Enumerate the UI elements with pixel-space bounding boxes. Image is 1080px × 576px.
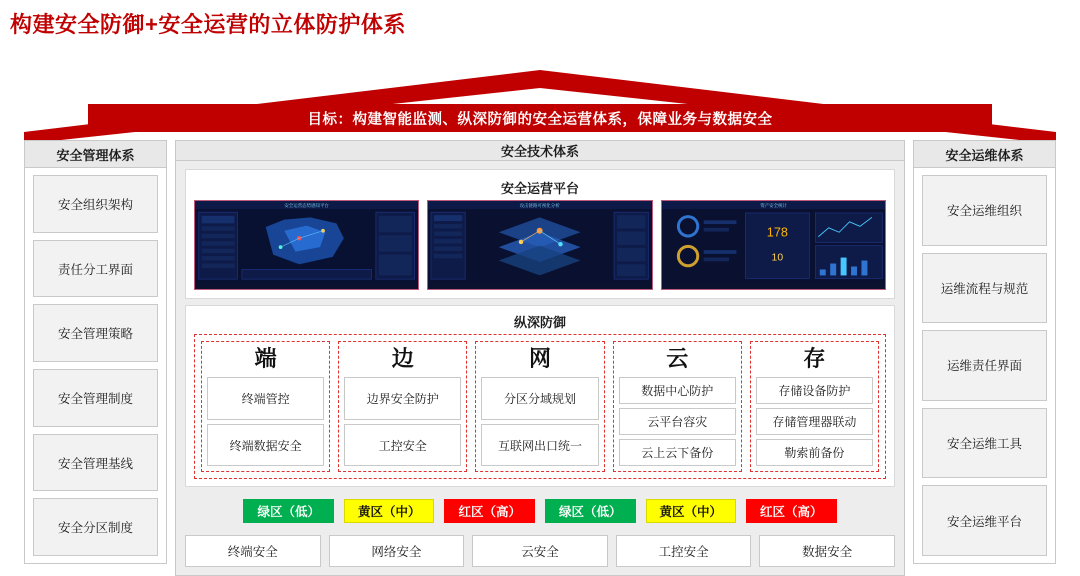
platform-label: 安全运营平台 — [500, 181, 579, 196]
svg-text:攻击链路可视化分析: 攻击链路可视化分析 — [519, 202, 561, 208]
sidebar-item-org[interactable]: 安全组织架构 — [33, 175, 158, 233]
dashboard-screenshot-attack-chain[interactable] — [427, 200, 652, 290]
operations-system-column — [913, 140, 1056, 564]
pillar-endpoint-item-1[interactable]: 终端管控 — [207, 377, 324, 420]
zone-badge-green-1: 绿区（低） — [243, 499, 334, 523]
pillar-storage — [750, 341, 879, 472]
pillar-edge-title: 边 — [391, 346, 414, 371]
zone-badge-red-2: 红区（高） — [746, 499, 837, 523]
pillar-endpoint-title: 端 — [254, 346, 277, 371]
ops-item-platform[interactable]: 安全运维平台 — [922, 485, 1047, 556]
defense-pillars — [194, 334, 886, 479]
security-operations-platform — [185, 169, 895, 299]
pillar-network — [475, 341, 604, 472]
ops-item-process[interactable]: 运维流程与规范 — [922, 253, 1047, 324]
ops-item-responsibility[interactable]: 运维责任界面 — [922, 330, 1047, 401]
pillar-cloud-item-2[interactable]: 云平台容灾 — [619, 408, 736, 435]
attack-chain-dashboard-icon — [428, 201, 651, 283]
dashboard-screenshot-assets[interactable] — [661, 200, 886, 290]
pillar-cloud-title: 云 — [666, 346, 689, 371]
ops-item-org[interactable]: 安全运维组织 — [922, 175, 1047, 246]
domain-data-security[interactable]: 数据安全 — [759, 535, 895, 567]
operations-system-list — [913, 168, 1056, 564]
security-domain-row — [185, 533, 895, 567]
zone-badge-yellow-1: 黄区（中） — [344, 499, 435, 523]
pillar-edge-item-1[interactable]: 边界安全防护 — [344, 377, 461, 420]
pillar-endpoint-item-2[interactable]: 终端数据安全 — [207, 424, 324, 467]
pillar-storage-title: 存 — [803, 346, 826, 371]
sidebar-item-responsibility[interactable]: 责任分工界面 — [33, 240, 158, 298]
sidebar-item-regulation[interactable]: 安全管理制度 — [33, 369, 158, 427]
technical-system-column — [175, 140, 905, 564]
svg-text:178: 178 — [766, 225, 788, 240]
domain-ics-security[interactable]: 工控安全 — [616, 535, 752, 567]
defense-label: 纵深防御 — [513, 315, 566, 330]
pillar-edge — [338, 341, 467, 472]
technical-system-header: 安全技术体系 — [175, 140, 905, 161]
zone-badge-green-2: 绿区（低） — [545, 499, 636, 523]
risk-zone-legend — [185, 493, 895, 527]
map-dashboard-icon — [195, 201, 418, 283]
svg-text:10: 10 — [771, 252, 783, 264]
ops-item-tools[interactable]: 安全运维工具 — [922, 408, 1047, 479]
dashboard-screenshot-situation[interactable] — [194, 200, 419, 290]
dashboard-screens — [194, 200, 886, 290]
zone-badge-yellow-2: 黄区（中） — [646, 499, 737, 523]
pillar-cloud-item-3[interactable]: 云上云下备份 — [619, 439, 736, 466]
pillar-endpoint — [201, 341, 330, 472]
pillar-storage-item-3[interactable]: 勒索前备份 — [756, 439, 873, 466]
pillar-network-item-1[interactable]: 分区分域规划 — [481, 377, 598, 420]
pillar-storage-item-1[interactable]: 存储设备防护 — [756, 377, 873, 404]
management-system-column — [24, 140, 167, 564]
pillar-storage-item-2[interactable]: 存储管理器联动 — [756, 408, 873, 435]
sidebar-item-baseline[interactable]: 安全管理基线 — [33, 434, 158, 492]
domain-endpoint-security[interactable]: 终端安全 — [185, 535, 321, 567]
management-system-list — [24, 168, 167, 564]
roof-banner-group — [24, 66, 1056, 144]
zone-badge-red-1: 红区（高） — [444, 499, 535, 523]
pillar-cloud-item-1[interactable]: 数据中心防护 — [619, 377, 736, 404]
pillar-network-item-2[interactable]: 互联网出口统一 — [481, 424, 598, 467]
svg-text:资产安全统计: 资产安全统计 — [759, 202, 787, 208]
sidebar-item-policy[interactable]: 安全管理策略 — [33, 304, 158, 362]
management-system-header: 安全管理体系 — [24, 140, 167, 168]
pillar-edge-item-2[interactable]: 工控安全 — [344, 424, 461, 467]
sidebar-item-zoning[interactable]: 安全分区制度 — [33, 498, 158, 556]
domain-network-security[interactable]: 网络安全 — [329, 535, 465, 567]
technical-system-body — [175, 161, 905, 576]
goal-banner: 目标：构建智能监测、纵深防御的安全运营体系，保障业务与数据安全 — [88, 104, 992, 132]
domain-cloud-security[interactable]: 云安全 — [472, 535, 608, 567]
pillar-cloud — [613, 341, 742, 472]
defense-in-depth-section — [185, 305, 895, 487]
operations-system-header: 安全运维体系 — [913, 140, 1056, 168]
page-title: 构建安全防御+安全运营的立体防护体系 — [10, 12, 406, 37]
asset-alert-dashboard-icon — [662, 201, 885, 283]
pillar-network-title: 网 — [529, 346, 552, 371]
svg-text:安全运营态势感知平台: 安全运营态势感知平台 — [284, 202, 329, 208]
